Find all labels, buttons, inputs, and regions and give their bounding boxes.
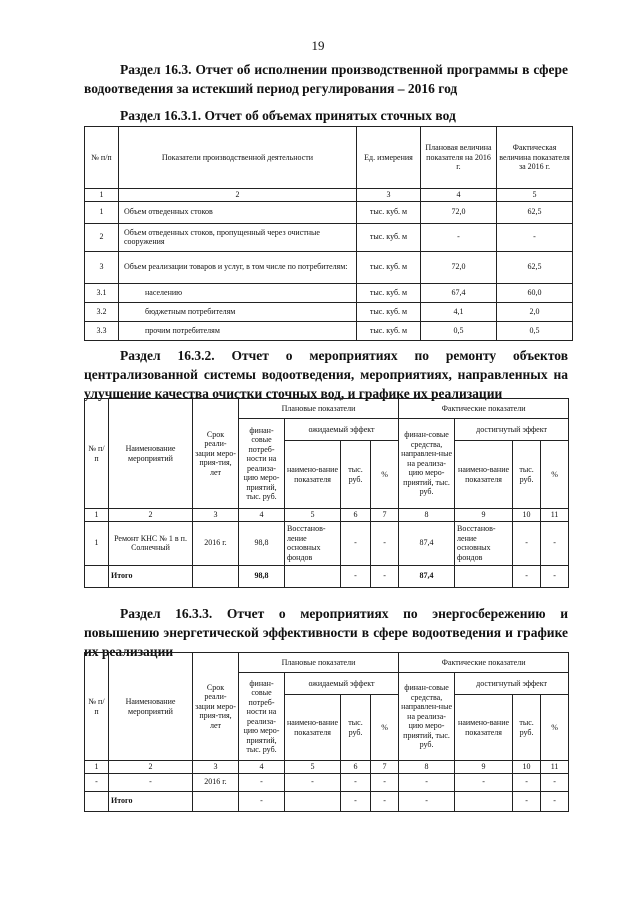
col-number: 1 [85,761,109,774]
row-unit: тыс. куб. м [357,201,421,223]
col-number: 7 [371,761,399,774]
cell: - [341,773,371,791]
cell: 2016 г. [193,521,239,565]
column-number-row [85,509,569,522]
header-percent-fact: % [541,695,569,761]
wastewater-volume-table [84,126,573,341]
table-row [85,521,569,565]
col-number: 6 [341,761,371,774]
cell: - [109,773,193,791]
cell: - [541,773,569,791]
col-number: 4 [239,509,285,522]
col-number: 10 [513,509,541,522]
header-name: Наименование мероприятий [109,653,193,761]
cell: - [541,791,569,811]
col-number: 1 [85,189,119,202]
row-plan: 4,1 [421,302,497,321]
page-number: 19 [311,38,325,53]
cell: - [513,773,541,791]
header-percent-plan: % [371,441,399,509]
cell: - [541,565,569,587]
row-name: Объем отведенных стоков, пропущенный через очистные сооружения [119,223,357,251]
row-num: 1 [85,201,119,223]
header-plan: Плановая величина показателя на 2016 г. [421,127,497,189]
cell: - [399,773,455,791]
col-number: 6 [341,509,371,522]
row-plan: - [421,223,497,251]
row-unit: тыс. куб. м [357,251,421,283]
header-planned: Плановые показатели [239,399,399,419]
col-number: 3 [357,189,421,202]
header-term: Срок реали-зации меро-прия-тия, лет [193,653,239,761]
total-label: Итого [109,791,193,811]
row-num: 3.1 [85,283,119,302]
table-row [85,773,569,791]
row-num: 3.2 [85,302,119,321]
cell [193,791,239,811]
col-number: 9 [455,509,513,522]
cell: - [513,521,541,565]
column-number-row [85,761,569,774]
header-fact-fin: финан-совые средства, направлен-ные на реализа-цию меро-приятий, тыс. руб. [399,419,455,509]
section-16-3-title: Раздел 16.3. Отчет об исполнении производственной программы в сфере водоотведения за истекший период регулирования – 2016 год [84,62,568,96]
cell: - [341,521,371,565]
cell: - [541,521,569,565]
col-number: 11 [541,761,569,774]
row-plan: 0,5 [421,321,497,340]
cell: 87,4 [399,565,455,587]
col-number: 4 [239,761,285,774]
cell [85,565,109,587]
header-actual: Фактические показатели [399,399,569,419]
header-percent-fact: % [541,441,569,509]
row-unit: тыс. куб. м [357,302,421,321]
header-unit: Ед. измерения [357,127,421,189]
row-name: бюджетным потребителям [119,302,357,321]
cell: - [455,773,513,791]
cell: - [513,565,541,587]
cell: 98,8 [239,521,285,565]
cell [285,565,341,587]
cell: - [285,773,341,791]
col-number: 2 [119,189,357,202]
header-eff-name-fact: наимено-вание показателя [455,695,513,761]
cell: 2016 г. [193,773,239,791]
header-eff-name-fact: наимено-вание показателя [455,441,513,509]
table-header-row [85,653,569,673]
row-unit: тыс. куб. м [357,223,421,251]
energy-saving-table [84,652,569,812]
cell [455,791,513,811]
row-fact: 0,5 [497,321,573,340]
header-actual: Фактические показатели [399,653,569,673]
cell [193,565,239,587]
col-number: 3 [193,761,239,774]
row-num: 3.3 [85,321,119,340]
header-num: № п/п [85,127,119,189]
table-row [85,302,573,321]
row-unit: тыс. куб. м [357,321,421,340]
row-fact: 2,0 [497,302,573,321]
header-thous-plan: тыс. руб. [341,695,371,761]
header-thous-fact: тыс. руб. [513,695,541,761]
row-fact: 62,5 [497,251,573,283]
table-row [85,223,573,251]
table-row [85,201,573,223]
section-16-3-1-title: Раздел 16.3.1. Отчет об объемах принятых сточных вод [120,108,456,123]
cell: - [513,791,541,811]
table-row [85,321,573,340]
col-number: 11 [541,509,569,522]
col-number: 7 [371,509,399,522]
cell: - [239,791,285,811]
header-eff-name-plan: наимено-вание показателя [285,441,341,509]
table-header-row [85,399,569,419]
cell: Ремонт КНС № 1 в п. Солнечный [109,521,193,565]
cell: Восстанов-ление основных фондов [455,521,513,565]
column-number-row [85,189,573,202]
cell: - [399,791,455,811]
row-fact: 60,0 [497,283,573,302]
col-number: 1 [85,509,109,522]
row-plan: 72,0 [421,251,497,283]
row-fact: - [497,223,573,251]
row-plan: 67,4 [421,283,497,302]
cell: 87,4 [399,521,455,565]
table-row [85,283,573,302]
cell: Восстанов-ление основных фондов [285,521,341,565]
header-percent-plan: % [371,695,399,761]
row-fact: 62,5 [497,201,573,223]
table-row [85,565,569,587]
cell: - [371,521,399,565]
header-fact-fin: финан-совые средства, направлен-ные на реализа-цию меро-приятий, тыс. руб. [399,673,455,761]
col-number: 8 [399,509,455,522]
header-thous-fact: тыс. руб. [513,441,541,509]
header-expected-effect: ожидаемый эффект [285,419,399,441]
header-num: № п/п [85,399,109,509]
col-number: 5 [285,509,341,522]
header-achieved-effect: достигнутый эффект [455,673,569,695]
col-number: 10 [513,761,541,774]
header-fact: Фактическая величина показателя за 2016 г. [497,127,573,189]
section-16-3-3-title: Раздел 16.3.3. Отчет о мероприятиях по энергосбережению и повышению энергетической эффективности в сфере водоотведения и графике их реализации [84,606,568,659]
cell: - [371,791,399,811]
header-indicator: Показатели производственной деятельности [119,127,357,189]
cell: - [85,773,109,791]
cell [285,791,341,811]
cell: - [239,773,285,791]
cell [455,565,513,587]
cell: - [341,791,371,811]
section-16-3-2-title: Раздел 16.3.2. Отчет о мероприятиях по ремонту объектов централизованной системы водоотведения, мероприятиях, направленных на улучшение качества очистки сточных вод, и графике их реализации [84,348,568,401]
row-num: 3 [85,251,119,283]
col-number: 5 [497,189,573,202]
col-number: 4 [421,189,497,202]
col-number: 2 [109,761,193,774]
row-unit: тыс. куб. м [357,283,421,302]
header-achieved-effect: достигнутый эффект [455,419,569,441]
table-row [85,251,573,283]
total-label: Итого [109,565,193,587]
header-thous-plan: тыс. руб. [341,441,371,509]
table-row [85,791,569,811]
header-name: Наименование мероприятий [109,399,193,509]
header-term: Срок реали-зации меро-прия-тия, лет [193,399,239,509]
header-plan-fin: финан-совые потреб-ности на реализа-цию меро-приятий, тыс. руб. [239,419,285,509]
cell: 98,8 [239,565,285,587]
cell [85,791,109,811]
header-num: № п/п [85,653,109,761]
row-name: Объем отведенных стоков [119,201,357,223]
cell: - [371,773,399,791]
row-plan: 72,0 [421,201,497,223]
col-number: 2 [109,509,193,522]
cell: 1 [85,521,109,565]
row-name: Объем реализации товаров и услуг, в том числе по потребителям: [119,251,357,283]
col-number: 5 [285,761,341,774]
col-number: 8 [399,761,455,774]
header-planned: Плановые показатели [239,653,399,673]
cell: - [341,565,371,587]
cell: - [371,565,399,587]
header-plan-fin: финан-совые потреб-ности на реализа-цию меро-приятий, тыс. руб. [239,673,285,761]
row-name: населению [119,283,357,302]
row-num: 2 [85,223,119,251]
row-name: прочим потребителям [119,321,357,340]
repair-measures-table [84,398,569,588]
header-eff-name-plan: наимено-вание показателя [285,695,341,761]
header-expected-effect: ожидаемый эффект [285,673,399,695]
col-number: 9 [455,761,513,774]
col-number: 3 [193,509,239,522]
table-header-row [85,127,573,189]
